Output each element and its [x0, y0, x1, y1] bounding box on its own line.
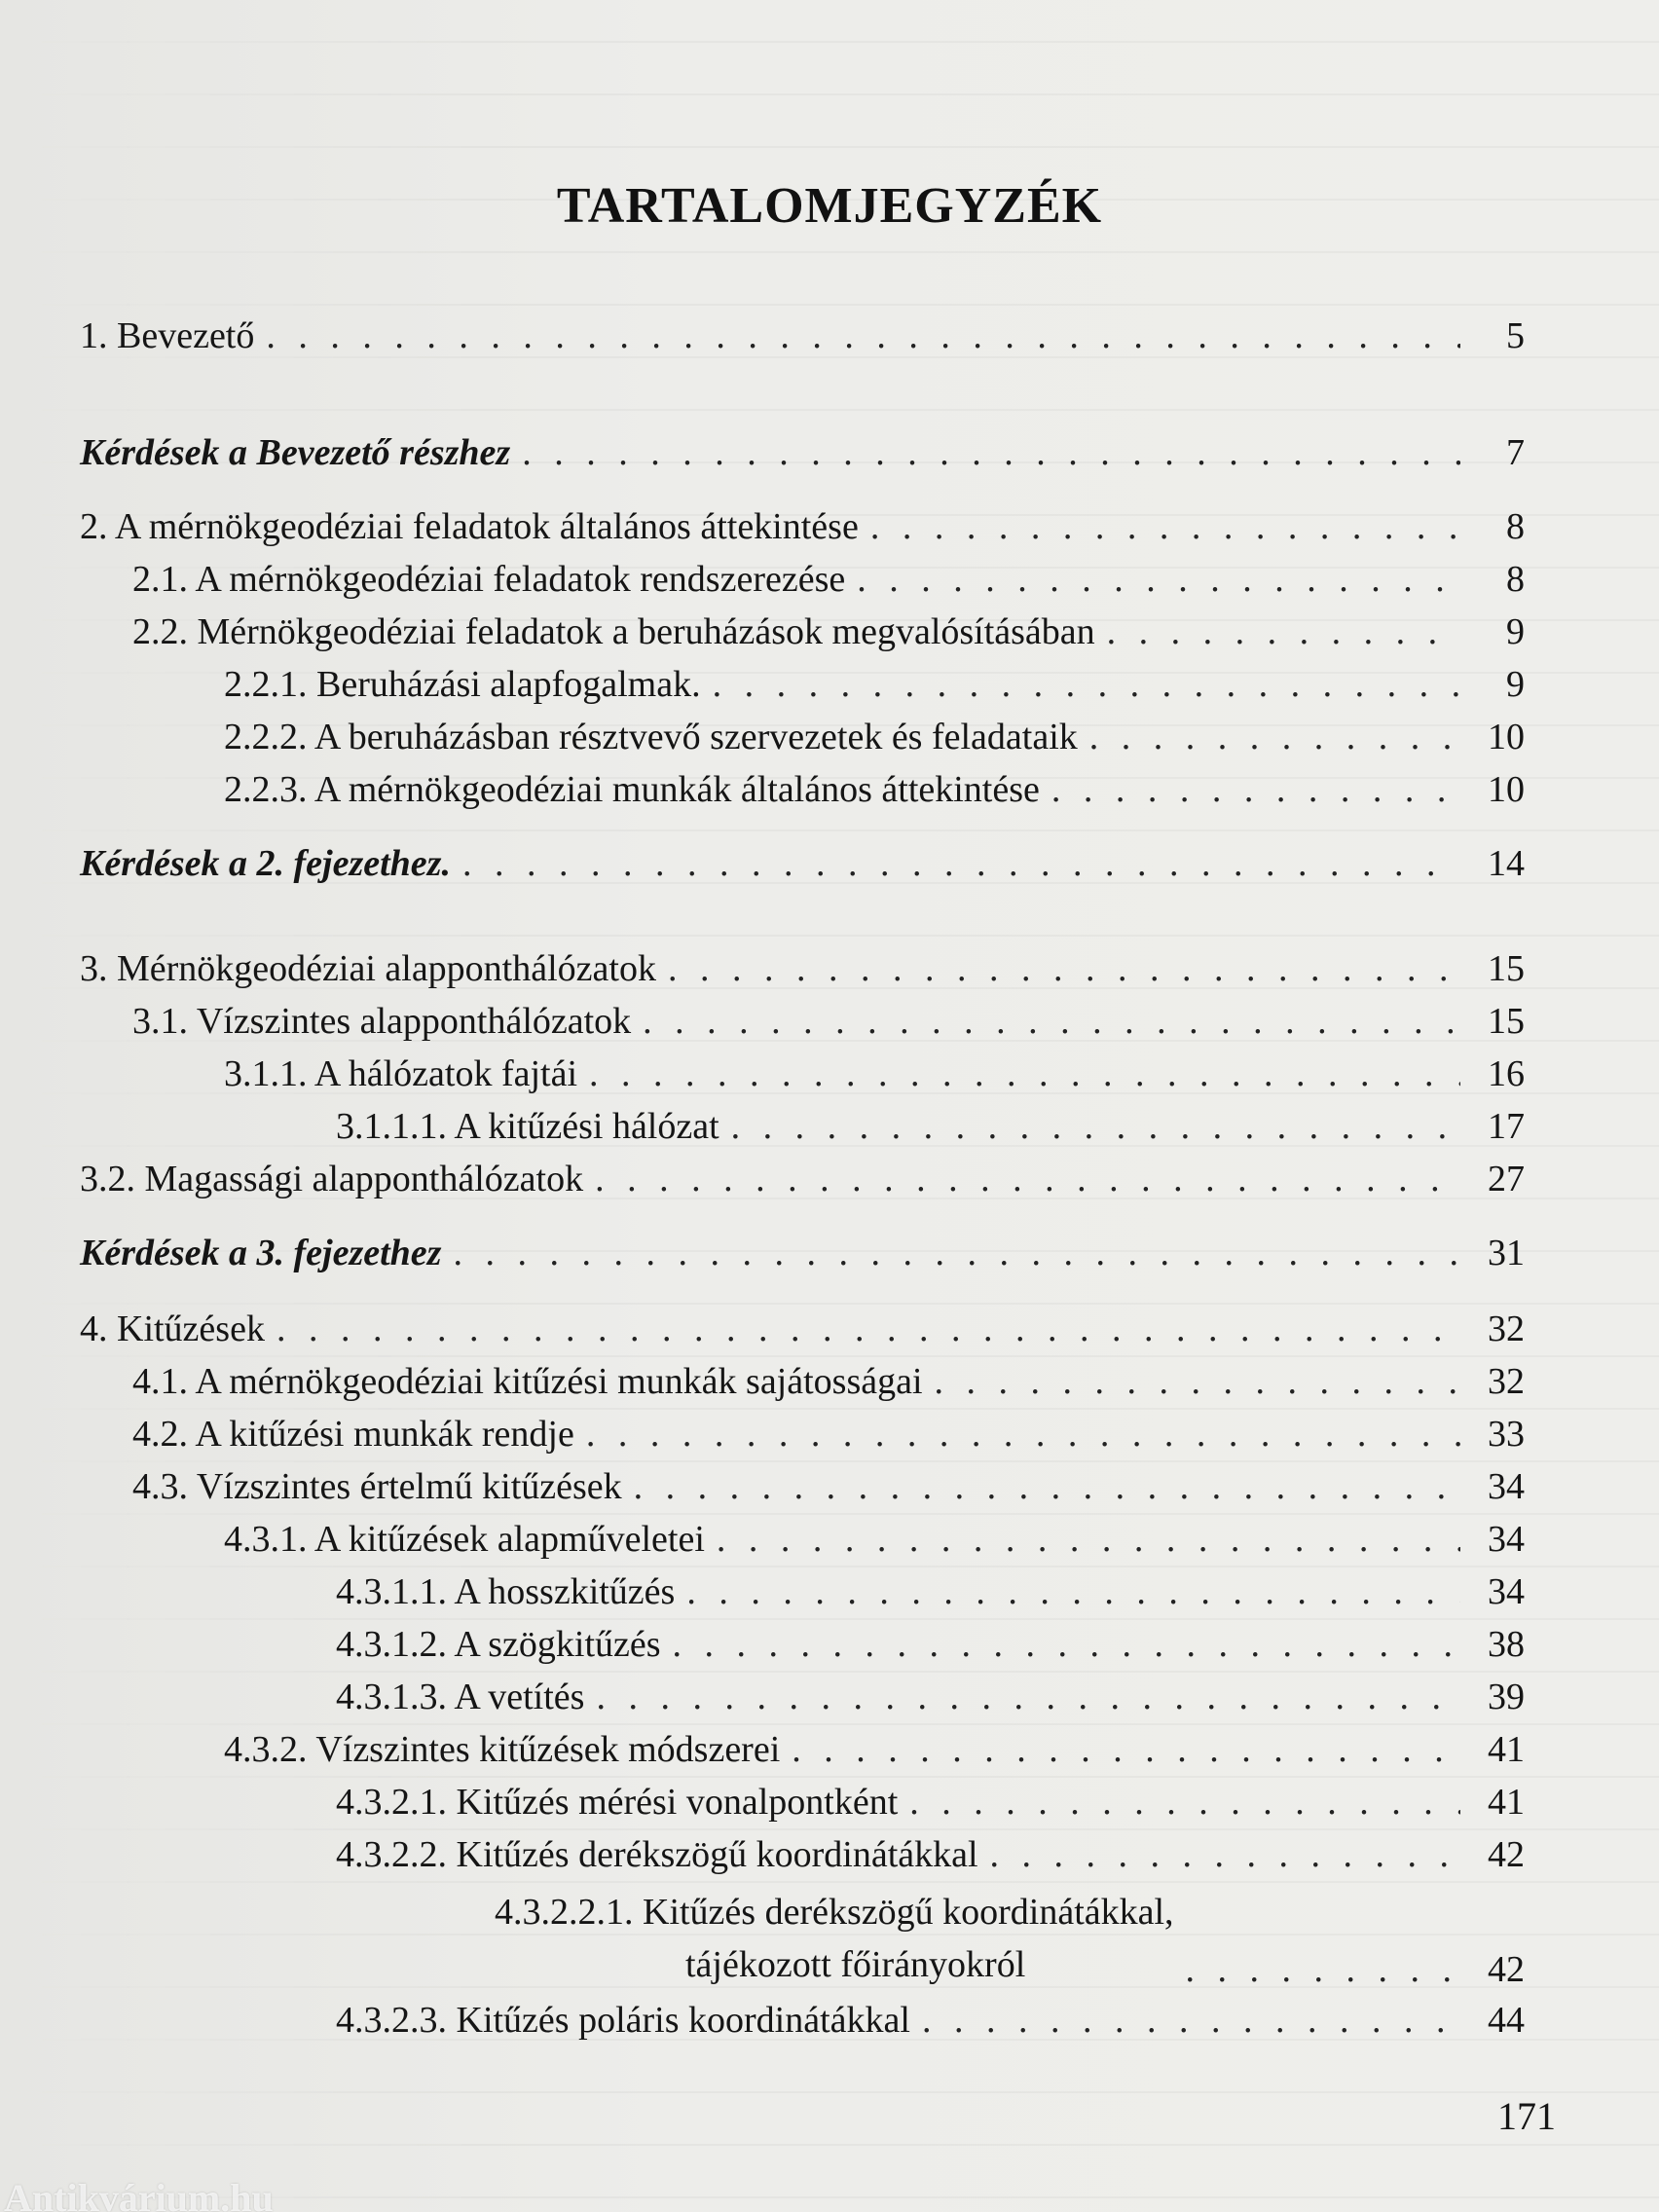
toc-entry-questions [80, 1233, 1525, 1275]
toc-entry-page: 15 [1488, 948, 1525, 989]
toc-entry-label: 4.3.1.1. A hosszkitűzés [336, 1571, 676, 1612]
toc-entry [336, 1834, 1525, 1877]
toc-entry-page: 27 [1488, 1159, 1525, 1199]
toc-entry-label: 4.3.1. A kitűzések alapműveletei [224, 1519, 705, 1560]
toc-entry-page: 32 [1488, 1361, 1525, 1402]
toc-entry-label: 4.2. A kitűzési munkák rendje [132, 1414, 574, 1455]
toc-entry [224, 1729, 1525, 1772]
dot-leader [870, 506, 1460, 549]
toc-entry-page: 8 [1506, 506, 1525, 547]
toc-entry-label: 4.3. Vízszintes értelmű kitűzések [132, 1466, 622, 1507]
toc-entry-page: 5 [1506, 315, 1525, 356]
toc-entry-label: 3. Mérnökgeodéziai alapponthálózatok [80, 948, 656, 989]
toc-entry [132, 1361, 1525, 1404]
dot-leader [909, 1782, 1460, 1825]
toc-entry [336, 1571, 1525, 1614]
toc-entry-page: 34 [1488, 1519, 1525, 1560]
dot-leader [717, 1519, 1460, 1562]
toc-entry-page: 42 [1488, 1834, 1525, 1875]
toc-entry-label: 3.1.1.1. A kitűzési hálózat [336, 1106, 719, 1147]
toc-entry-page: 41 [1488, 1782, 1525, 1823]
toc-entry-page: 44 [1488, 2000, 1525, 2041]
toc-entry-label: 4.3.1.3. A vetítés [336, 1677, 585, 1717]
toc-entry [132, 559, 1525, 602]
toc-entry-page: 10 [1488, 717, 1525, 757]
toc-entry [224, 664, 1525, 707]
toc-entry-label: 2.2. Mérnökgeodéziai feladatok a beruházások megvalósításában [132, 611, 1095, 652]
toc-entry-label: 3.1.1. A hálózatok fajtái [224, 1053, 578, 1094]
dot-leader [596, 1677, 1460, 1719]
toc-entry-page: 33 [1488, 1414, 1525, 1455]
toc-entry-label-block [495, 1887, 1174, 1992]
toc-entry-page: 17 [1488, 1106, 1525, 1147]
dot-leader [1107, 611, 1460, 654]
toc-entry-label: 4. Kitűzések [80, 1309, 265, 1349]
toc-entry-label: 4.3.2.3. Kitűzés poláris koordinátákkal [336, 2000, 910, 2041]
toc-entry-label: 2.2.1. Beruházási alapfogalmak. [224, 664, 701, 705]
toc-entry-label: 4.3.2. Vízszintes kitűzések módszerei [224, 1729, 781, 1770]
toc-entry [80, 948, 1525, 991]
dot-leader [686, 1571, 1460, 1614]
dot-leader [857, 559, 1460, 602]
dot-leader [595, 1159, 1460, 1201]
toc-entry-label: 2.1. A mérnökgeodéziai feladatok rendszerezése [132, 559, 846, 600]
dot-leader [589, 1053, 1460, 1096]
toc-entry [224, 769, 1525, 812]
toc-entry [80, 315, 1525, 358]
toc-entry-label: 4.3.2.1. Kitűzés mérési vonalpontként [336, 1782, 899, 1823]
toc-entry-page: 8 [1506, 559, 1525, 600]
toc-entry-label: 4.3.1.2. A szögkitűzés [336, 1624, 661, 1665]
dot-leader [643, 1001, 1460, 1044]
toc-entry-page: 34 [1488, 1571, 1525, 1612]
dot-leader [713, 664, 1460, 707]
dot-leader [731, 1106, 1460, 1149]
toc-entry-questions [80, 843, 1525, 886]
toc-entry [80, 1159, 1525, 1201]
toc-entry-page: 38 [1488, 1624, 1525, 1665]
toc-entry-label: 4.3.2.2. Kitűzés derékszögű koordinátákkal [336, 1834, 978, 1875]
toc-entry [336, 2000, 1525, 2043]
dot-leader [1186, 1949, 1460, 1992]
page-title: TARTALOMJEGYZÉK [556, 178, 1103, 234]
toc-entry [224, 1519, 1525, 1562]
toc-entry-page: 39 [1488, 1677, 1525, 1717]
toc-entry-label: Kérdések a 3. fejezethez [80, 1233, 442, 1273]
dot-leader [792, 1729, 1460, 1772]
toc-entry-label: 2. A mérnökgeodéziai feladatok általános áttekintése [80, 506, 859, 547]
dot-leader [1089, 717, 1460, 759]
dot-leader [990, 1834, 1460, 1877]
toc-entry-page: 42 [1488, 1949, 1525, 1991]
dot-leader [266, 315, 1460, 358]
toc-entry-label: 3.1. Vízszintes alapponthálózatok [132, 1001, 632, 1042]
dot-leader [1051, 769, 1460, 812]
toc-entry-page: 32 [1488, 1309, 1525, 1349]
toc-entry-page: 14 [1488, 843, 1525, 884]
toc-entry-label: 3.2. Magassági alapponthálózatok [80, 1159, 584, 1199]
toc-entry [80, 1309, 1525, 1351]
toc-entry-label-continuation: tájékozott főirányokról [685, 1943, 1026, 1985]
toc-entry-page: 9 [1506, 611, 1525, 652]
dot-leader [276, 1309, 1460, 1351]
toc-entry-questions [80, 432, 1525, 475]
toc-entry [132, 1466, 1525, 1509]
dot-leader [453, 1233, 1460, 1275]
toc-entry-page: 16 [1488, 1053, 1525, 1094]
toc-entry-page: 9 [1506, 664, 1525, 705]
toc-entry [224, 717, 1525, 759]
toc-entry [336, 1106, 1525, 1149]
toc-entry-page: 10 [1488, 769, 1525, 810]
toc-entry-label: 2.2.2. A beruházásban résztvevő szervezetek és feladataik [224, 717, 1078, 757]
page-number: 171 [1497, 2094, 1556, 2138]
toc-entry [336, 1782, 1525, 1825]
dot-leader [634, 1466, 1460, 1509]
toc-entry-label: 1. Bevezető [80, 315, 255, 356]
dot-leader [922, 2000, 1460, 2043]
toc-entry [80, 506, 1525, 549]
dot-leader [522, 432, 1460, 475]
toc-entry-page: 7 [1506, 432, 1525, 473]
toc-entry-label: Kérdések a 2. fejezethez. [80, 843, 451, 884]
watermark-text: Antikvárium.hu [4, 2176, 274, 2212]
toc-entry [336, 1677, 1525, 1719]
toc-entry-page: 15 [1488, 1001, 1525, 1042]
toc-entry-page: 31 [1488, 1233, 1525, 1273]
toc-entry [336, 1624, 1525, 1667]
dot-leader [673, 1624, 1460, 1667]
dot-leader [935, 1361, 1460, 1404]
toc-entry-label: Kérdések a Bevezető részhez [80, 432, 511, 473]
dot-leader [586, 1414, 1460, 1456]
dot-leader [668, 948, 1460, 991]
toc-entry [132, 1414, 1525, 1456]
toc-entry-page: 34 [1488, 1466, 1525, 1507]
toc-entry [224, 1053, 1525, 1096]
toc-entry-label: 4.1. A mérnökgeodéziai kitűzési munkák sajátosságai [132, 1361, 923, 1402]
toc-entry-label: 4.3.2.2.1. Kitűzés derékszögű koordinátákkal, [495, 1892, 1174, 1933]
toc-entry-page: 41 [1488, 1729, 1525, 1770]
toc-entry-multiline [495, 1887, 1525, 1992]
toc-entry [132, 611, 1525, 654]
toc-entry [132, 1001, 1525, 1044]
dot-leader [462, 843, 1460, 886]
toc-entry-label: 2.2.3. A mérnökgeodéziai munkák általános áttekintése [224, 769, 1040, 810]
